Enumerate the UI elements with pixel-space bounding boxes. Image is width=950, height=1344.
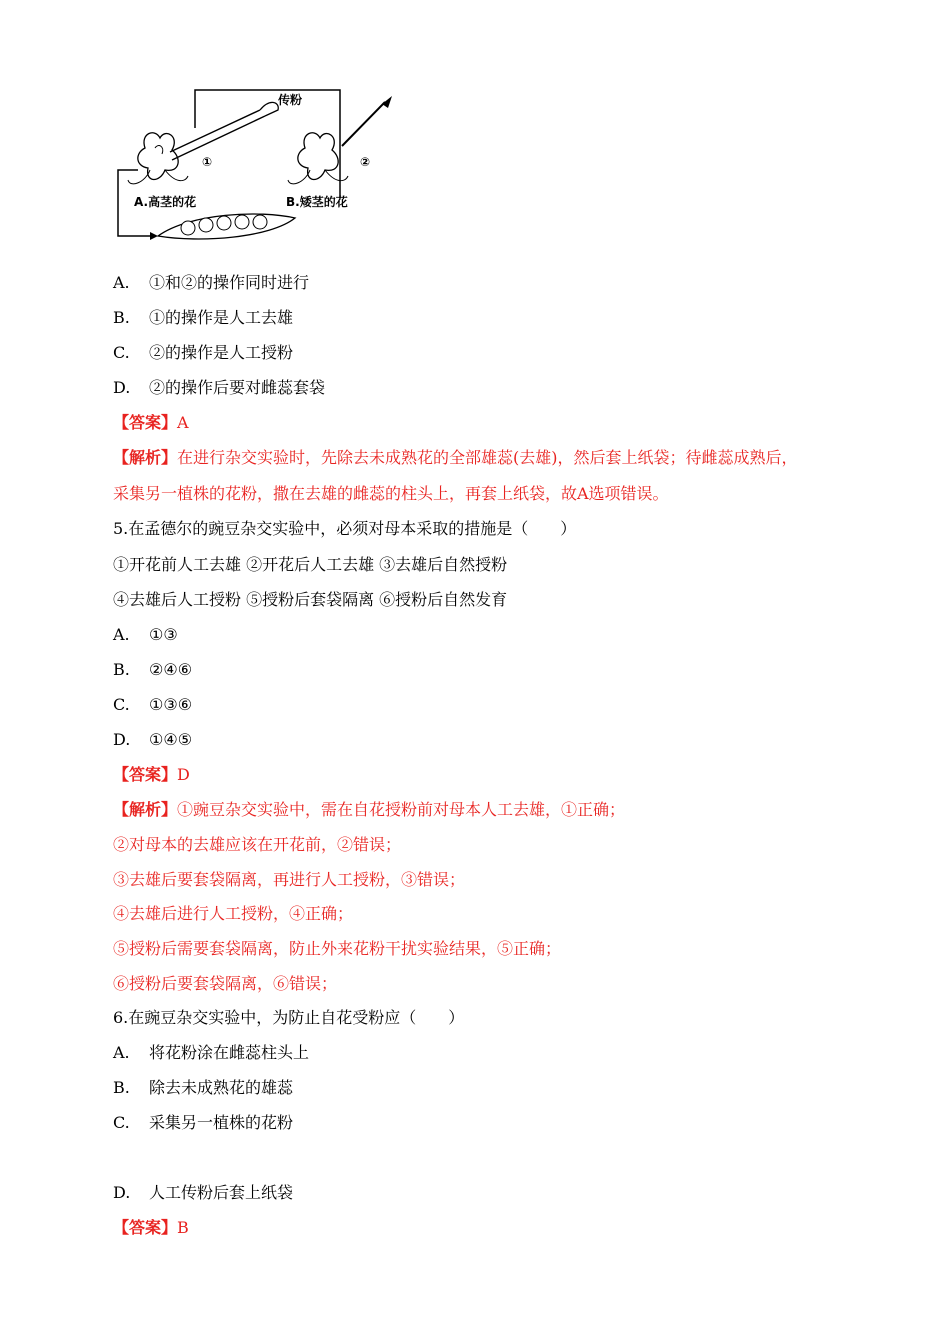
q5-analysis: 【解析】①豌豆杂交实验中，需在自花授粉前对母本人工去雄，①正确； (113, 800, 626, 819)
q5-option-d: D. ①④⑤ (113, 730, 193, 749)
marker-1: ① (202, 155, 213, 169)
q4-answer: 【答案】A (113, 413, 189, 432)
q4-analysis: 【解析】在进行杂交实验时，先除去未成熟花的全部雄蕊(去雄)，然后套上纸袋；待雌蕊成熟后， (113, 448, 798, 467)
q5-analysis-item: ⑥授粉后要套袋隔离，⑥错误； (113, 974, 338, 993)
q4-option-c: C. ②的操作是人工授粉 (113, 343, 294, 362)
q5-option-a: A. ①③ (113, 625, 178, 644)
q4-option-a: A. ①和②的操作同时进行 (113, 273, 310, 292)
q4-analysis-cont: 采集另一植株的花粉，撒在去雄的雌蕊的柱头上，再套上纸袋，故A选项错误。 (113, 484, 669, 503)
q6-option-d: D. 人工传粉后套上纸袋 (113, 1183, 294, 1202)
q4-option-d: D. ②的操作后要对雌蕊套袋 (113, 378, 326, 397)
q5-option-c: C. ①③⑥ (113, 695, 193, 714)
q5-analysis-item: ③去雄后要套袋隔离，再进行人工授粉，③错误； (113, 870, 466, 889)
flower-b-drawing (288, 133, 348, 184)
q6-option-a: A. 将花粉涂在雌蕊柱头上 (113, 1043, 310, 1062)
pollination-figure (110, 88, 400, 243)
q5-question: 5.在孟德尔的豌豆杂交实验中，必须对母本采取的措施是（ ） (113, 519, 577, 538)
q5-measures-2: ④去雄后人工授粉 ⑤授粉后套袋隔离 ⑥授粉后自然发育 (113, 590, 508, 609)
q5-option-b: B. ②④⑥ (113, 660, 193, 679)
q5-analysis-item: ②对母本的去雄应该在开花前，②错误； (113, 835, 402, 854)
q6-option-c: C. 采集另一植株的花粉 (113, 1113, 294, 1132)
flower-a-label: A.高茎的花 (134, 195, 197, 209)
marker-2: ② (360, 155, 371, 169)
brush-drawing (342, 96, 392, 146)
pollination-label: 传粉 (278, 93, 303, 107)
q5-analysis-item: ④去雄后进行人工授粉，④正确； (113, 904, 354, 923)
q6-option-b: B. 除去未成熟花的雄蕊 (113, 1078, 294, 1097)
pollination-diagram (110, 88, 400, 243)
tweezers-drawing (170, 102, 278, 160)
pea-pod-drawing (158, 214, 295, 239)
q4-option-b: B. ①的操作是人工去雄 (113, 308, 294, 327)
flower-b-label: B.矮茎的花 (286, 195, 348, 209)
q5-answer: 【答案】D (113, 765, 190, 784)
q6-question: 6.在豌豆杂交实验中，为防止自花受粉应（ ） (113, 1008, 465, 1027)
q5-measures-1: ①开花前人工去雄 ②开花后人工去雄 ③去雄后自然授粉 (113, 555, 508, 574)
flower-a-drawing (128, 133, 188, 184)
q5-analysis-item: ⑤授粉后需要套袋隔离，防止外来花粉干扰实验结果，⑤正确； (113, 939, 562, 958)
q6-answer: 【答案】B (113, 1218, 189, 1237)
